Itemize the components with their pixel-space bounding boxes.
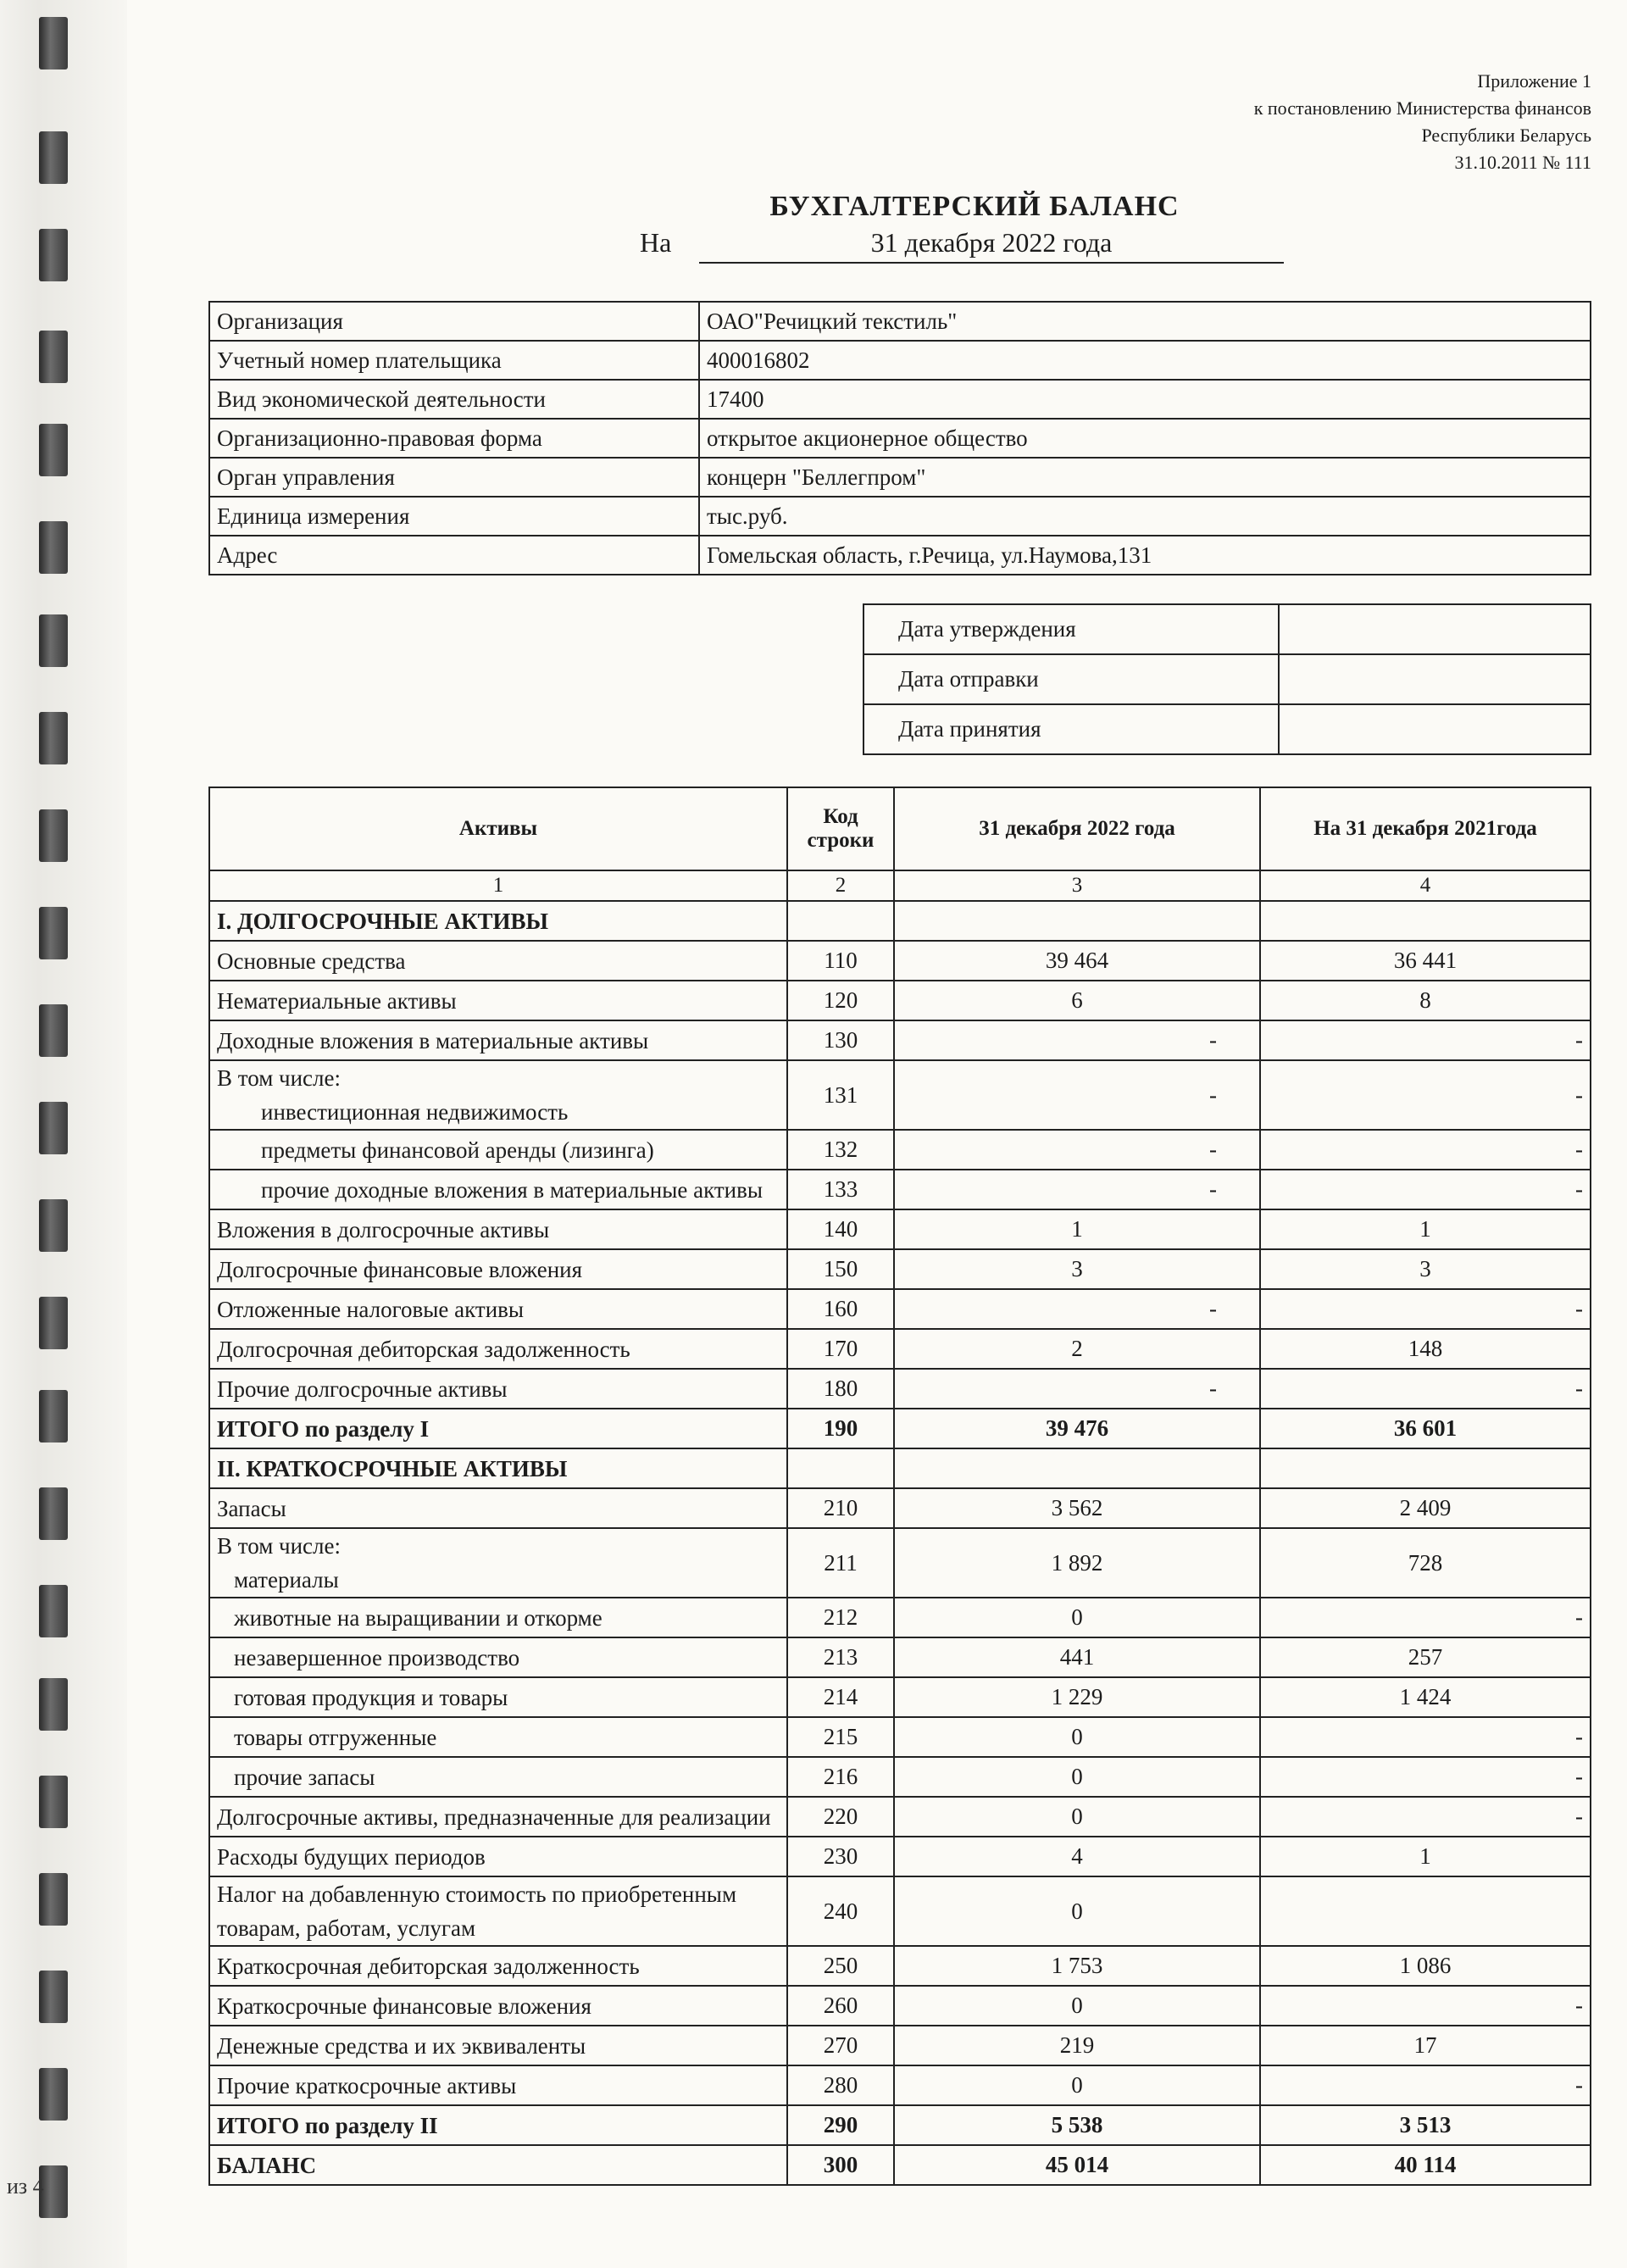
table-row (209, 1598, 1591, 1637)
row-code: 120 (787, 981, 894, 1020)
meta-row (863, 654, 1591, 704)
value-2022: 0 (894, 1797, 1260, 1837)
row-name: Запасы (209, 1488, 787, 1528)
value-2022: - (894, 1020, 1260, 1060)
value-2021 (1260, 1448, 1591, 1488)
row-code: 160 (787, 1289, 894, 1329)
value-2022: 0 (894, 1986, 1260, 2026)
value-2022: 5 538 (894, 2105, 1260, 2145)
value-2022: 3 (894, 1249, 1260, 1289)
value-2022: - (894, 1369, 1260, 1409)
meta-label: Дата отправки (863, 654, 1279, 704)
row-name: животные на выращивании и откорме (209, 1598, 787, 1637)
info-label: Вид экономической деятельности (209, 380, 699, 419)
value-2021: 36 601 (1260, 1409, 1591, 1448)
info-label: Орган управления (209, 458, 699, 497)
row-name: Долгосрочные активы, предназначенные для реализации (209, 1797, 787, 1837)
row-code: 216 (787, 1757, 894, 1797)
row-name: Долгосрочная дебиторская задолженность (209, 1329, 787, 1369)
row-name (209, 1528, 787, 1598)
info-label: Организация (209, 302, 699, 341)
row-code: 213 (787, 1637, 894, 1677)
value-2021: 3 (1260, 1249, 1591, 1289)
row-code: 150 (787, 1249, 894, 1289)
row-code: 215 (787, 1717, 894, 1757)
table-row (209, 2105, 1591, 2145)
value-2022: 1 229 (894, 1677, 1260, 1717)
table-row (209, 1130, 1591, 1170)
info-label: Учетный номер плательщика (209, 341, 699, 380)
value-2022: 3 562 (894, 1488, 1260, 1528)
info-value: Гомельская область, г.Речица, ул.Наумова,131 (699, 536, 1591, 575)
row-name: Краткосрочные финансовые вложения (209, 1986, 787, 2026)
info-value: ОАО"Речицкий текстиль" (699, 302, 1591, 341)
header-2022: 31 декабря 2022 года (894, 787, 1260, 870)
meta-label: Дата утверждения (863, 604, 1279, 654)
table-row (209, 2145, 1591, 2185)
value-2021: 3 513 (1260, 2105, 1591, 2145)
value-2021: 8 (1260, 981, 1591, 1020)
value-2021: - (1260, 1757, 1591, 1797)
header-code: Код строки (787, 787, 894, 870)
value-2021: 1 (1260, 1209, 1591, 1249)
value-2022: 39 476 (894, 1409, 1260, 1448)
meta-row (863, 704, 1591, 754)
row-name: Вложения в долгосрочные активы (209, 1209, 787, 1249)
table-row (209, 981, 1591, 1020)
info-label: Организационно-правовая форма (209, 419, 699, 458)
meta-label: Дата принятия (863, 704, 1279, 754)
value-2022: - (894, 1289, 1260, 1329)
row-name: ИТОГО по разделу I (209, 1409, 787, 1448)
appendix-line: к постановлению Министерства финансов (1253, 97, 1591, 119)
info-value: открытое акционерное общество (699, 419, 1591, 458)
row-name: Налог на добавленную стоимость по приобретенным товарам, работам, услугам (209, 1876, 787, 1946)
binding-staple (39, 712, 68, 764)
table-row (209, 1409, 1591, 1448)
table-row (209, 1020, 1591, 1060)
value-2021: - (1260, 1797, 1591, 1837)
meta-value (1279, 654, 1591, 704)
binding-staple (39, 2068, 68, 2121)
info-value: 17400 (699, 380, 1591, 419)
meta-value (1279, 604, 1591, 654)
value-2021: 1 424 (1260, 1677, 1591, 1717)
value-2022: 45 014 (894, 2145, 1260, 2185)
row-code: 140 (787, 1209, 894, 1249)
row-name: Нематериальные активы (209, 981, 787, 1020)
appendix-line: Приложение 1 (1477, 70, 1591, 92)
table-row (209, 1986, 1591, 2026)
value-2022: 1 (894, 1209, 1260, 1249)
value-2021: 1 086 (1260, 1946, 1591, 1986)
header-2021: На 31 декабря 2021года (1260, 787, 1591, 870)
binding-staple (39, 1873, 68, 1926)
value-2022 (894, 901, 1260, 941)
binding-staple (39, 1004, 68, 1057)
info-row (209, 458, 1591, 497)
row-code: 212 (787, 1598, 894, 1637)
value-2021: - (1260, 1369, 1591, 1409)
date-prefix: На (640, 227, 672, 258)
value-2021: 2 409 (1260, 1488, 1591, 1528)
row-name: БАЛАНС (209, 2145, 787, 2185)
row-code: 230 (787, 1837, 894, 1876)
row-name: Доходные вложения в материальные активы (209, 1020, 787, 1060)
row-name (209, 1060, 787, 1130)
value-2022: 6 (894, 981, 1260, 1020)
value-2021: - (1260, 1717, 1591, 1757)
row-name: Расходы будущих периодов (209, 1837, 787, 1876)
row-name: предметы финансовой аренды (лизинга) (209, 1130, 787, 1170)
row-name: Основные средства (209, 941, 787, 981)
row-code: 133 (787, 1170, 894, 1209)
row-name: Отложенные налоговые активы (209, 1289, 787, 1329)
row-code: 130 (787, 1020, 894, 1060)
col-number: 2 (787, 870, 894, 901)
row-name: I. ДОЛГОСРОЧНЫЕ АКТИВЫ (209, 901, 787, 941)
value-2022: 441 (894, 1637, 1260, 1677)
binding-staple (39, 1971, 68, 2023)
note-label: В том числе: (217, 1065, 341, 1091)
table-row (209, 2026, 1591, 2065)
row-code: 190 (787, 1409, 894, 1448)
meta-row (863, 604, 1591, 654)
row-code: 131 (787, 1060, 894, 1130)
row-code: 180 (787, 1369, 894, 1409)
table-row (209, 901, 1591, 941)
row-code: 110 (787, 941, 894, 981)
value-2021 (1260, 901, 1591, 941)
table-row (209, 1329, 1591, 1369)
table-row (209, 1209, 1591, 1249)
row-name: II. КРАТКОСРОЧНЫЕ АКТИВЫ (209, 1448, 787, 1488)
row-code (787, 1448, 894, 1488)
value-2021: - (1260, 1170, 1591, 1209)
note-label: В том числе: (217, 1533, 341, 1559)
row-name: ИТОГО по разделу II (209, 2105, 787, 2145)
row-name: Прочие краткосрочные активы (209, 2065, 787, 2105)
value-2021: - (1260, 1289, 1591, 1329)
table-row (209, 1637, 1591, 1677)
value-2021 (1260, 1876, 1591, 1946)
row-name: товары отгруженные (209, 1717, 787, 1757)
row-code: 170 (787, 1329, 894, 1369)
table-row (209, 1528, 1591, 1598)
binding-staple (39, 1102, 68, 1154)
table-row (209, 1876, 1591, 1946)
row-name: Прочие долгосрочные активы (209, 1369, 787, 1409)
table-row (209, 941, 1591, 981)
row-code: 240 (787, 1876, 894, 1946)
row-code: 290 (787, 2105, 894, 2145)
col-number: 3 (894, 870, 1260, 901)
value-2021: 17 (1260, 2026, 1591, 2065)
value-2022: 4 (894, 1837, 1260, 1876)
binding-staple (39, 907, 68, 959)
dates-table (863, 603, 1591, 755)
info-row (209, 419, 1591, 458)
table-row (209, 1289, 1591, 1329)
side-mark: из 4 (7, 2174, 44, 2199)
row-code: 214 (787, 1677, 894, 1717)
report-date (640, 227, 1606, 268)
value-2021: - (1260, 1598, 1591, 1637)
info-row (209, 497, 1591, 536)
value-2021: - (1260, 1986, 1591, 2026)
row-name: незавершенное производство (209, 1637, 787, 1677)
info-value: концерн "Беллегпром" (699, 458, 1591, 497)
row-name: Денежные средства и их эквиваленты (209, 2026, 787, 2065)
row-code: 210 (787, 1488, 894, 1528)
row-name: Краткосрочная дебиторская задолженность (209, 1946, 787, 1986)
row-label: инвестиционная недвижимость (261, 1099, 569, 1125)
row-code: 220 (787, 1797, 894, 1837)
value-2022: 1 753 (894, 1946, 1260, 1986)
info-value: тыс.руб. (699, 497, 1591, 536)
value-2022: - (894, 1130, 1260, 1170)
meta-value (1279, 704, 1591, 754)
row-code (787, 901, 894, 941)
value-2022: 2 (894, 1329, 1260, 1369)
value-2022: 219 (894, 2026, 1260, 2065)
binding-staple (39, 1678, 68, 1731)
organization-info-table (208, 301, 1591, 575)
table-row (209, 1837, 1591, 1876)
table-row (209, 1060, 1591, 1130)
col-number: 4 (1260, 870, 1591, 901)
table-row (209, 2065, 1591, 2105)
info-row (209, 341, 1591, 380)
value-2021: 728 (1260, 1528, 1591, 1598)
value-2022: 0 (894, 1757, 1260, 1797)
table-row (209, 1757, 1591, 1797)
value-2021: - (1260, 1020, 1591, 1060)
binding-staple (39, 521, 68, 574)
date-value: 31 декабря 2022 года (699, 227, 1284, 264)
value-2022: 0 (894, 1876, 1260, 1946)
table-row (209, 1448, 1591, 1488)
assets-table (208, 787, 1591, 2186)
row-code: 250 (787, 1946, 894, 1986)
row-code: 132 (787, 1130, 894, 1170)
binding-staple (39, 1199, 68, 1252)
binding-staple (39, 1297, 68, 1349)
value-2021: 40 114 (1260, 2145, 1591, 2185)
row-code: 260 (787, 1986, 894, 2026)
binding-staple (39, 229, 68, 281)
table-row (209, 1249, 1591, 1289)
appendix-note (1151, 68, 1591, 176)
value-2022: 0 (894, 1598, 1260, 1637)
table-row (209, 1946, 1591, 1986)
row-label: материалы (234, 1567, 339, 1593)
value-2021: 257 (1260, 1637, 1591, 1677)
header-assets: Активы (209, 787, 787, 870)
value-2022: 0 (894, 2065, 1260, 2105)
binding-staple (39, 17, 68, 69)
binding-staple (39, 331, 68, 383)
table-row (209, 1488, 1591, 1528)
binding-staple (39, 424, 68, 476)
table-row (209, 1369, 1591, 1409)
value-2022: 1 892 (894, 1528, 1260, 1598)
binding-edge (0, 0, 127, 2268)
binding-staple (39, 1487, 68, 1540)
appendix-line: 31.10.2011 № 111 (1454, 152, 1591, 173)
document-title: БУХГАЛТЕРСКИЙ БАЛАНС (769, 191, 1180, 222)
header-row (209, 787, 1591, 870)
table-row (209, 1797, 1591, 1837)
value-2021: 1 (1260, 1837, 1591, 1876)
table-row (209, 1717, 1591, 1757)
binding-staple (39, 131, 68, 184)
row-code: 280 (787, 2065, 894, 2105)
info-row (209, 380, 1591, 419)
value-2022: 39 464 (894, 941, 1260, 981)
info-label: Адрес (209, 536, 699, 575)
row-name: Долгосрочные финансовые вложения (209, 1249, 787, 1289)
row-code: 211 (787, 1528, 894, 1598)
value-2021: - (1260, 2065, 1591, 2105)
info-value: 400016802 (699, 341, 1591, 380)
value-2022: - (894, 1170, 1260, 1209)
binding-staple (39, 809, 68, 862)
value-2021: 36 441 (1260, 941, 1591, 981)
info-row (209, 536, 1591, 575)
binding-staple (39, 1776, 68, 1828)
col-number: 1 (209, 870, 787, 901)
binding-staple (39, 614, 68, 667)
info-label: Единица измерения (209, 497, 699, 536)
info-row (209, 302, 1591, 341)
value-2021: 148 (1260, 1329, 1591, 1369)
row-name: прочие запасы (209, 1757, 787, 1797)
appendix-line: Республики Беларусь (1421, 125, 1591, 146)
value-2022 (894, 1448, 1260, 1488)
row-code: 300 (787, 2145, 894, 2185)
table-row (209, 1170, 1591, 1209)
value-2022: - (894, 1060, 1260, 1130)
column-numbers-row (209, 870, 1591, 901)
row-name: прочие доходные вложения в материальные активы (209, 1170, 787, 1209)
value-2021: - (1260, 1060, 1591, 1130)
value-2022: 0 (894, 1717, 1260, 1757)
value-2021: - (1260, 1130, 1591, 1170)
binding-staple (39, 1585, 68, 1637)
row-name: готовая продукция и товары (209, 1677, 787, 1717)
row-code: 270 (787, 2026, 894, 2065)
table-row (209, 1677, 1591, 1717)
binding-staple (39, 1390, 68, 1443)
